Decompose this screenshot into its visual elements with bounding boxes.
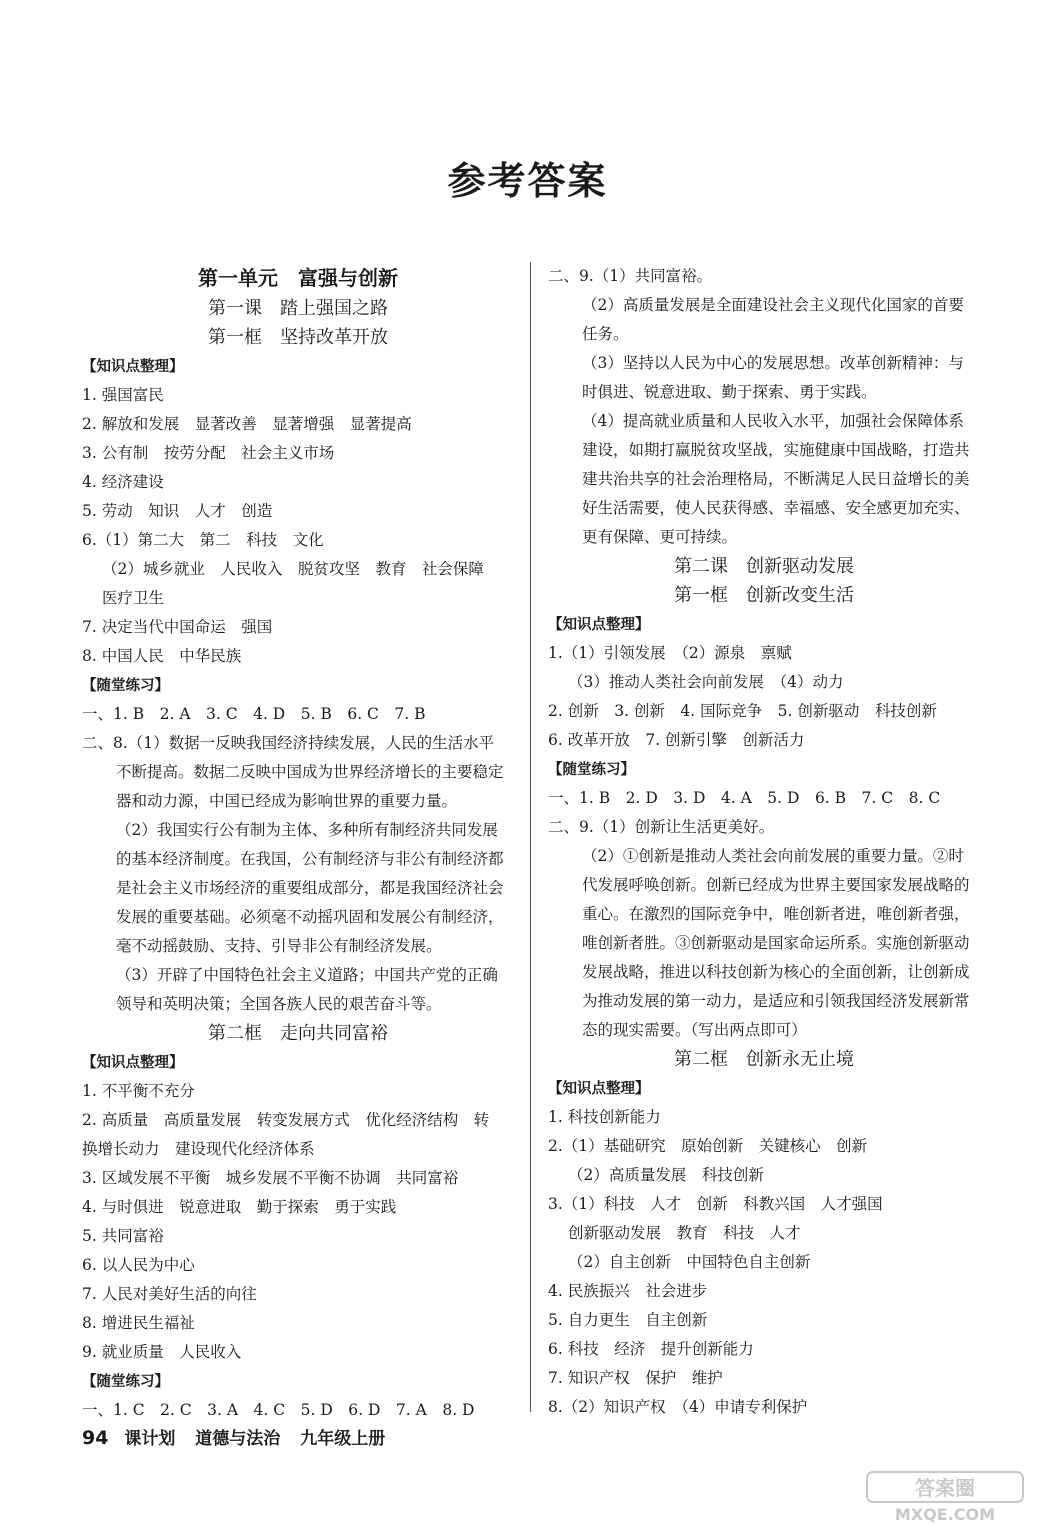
text-line: 医疗卫生 bbox=[102, 589, 165, 607]
text-line: 3. 公有制 按劳分配 社会主义市场 bbox=[82, 444, 335, 462]
text-line: 换增长动力 建设现代化经济体系 bbox=[82, 1140, 315, 1158]
text-line: 1. 科技创新能力 bbox=[548, 1108, 661, 1126]
svg-text:MXQE.COM: MXQE.COM bbox=[894, 1505, 996, 1524]
subsection-label: 【随堂练习】 bbox=[548, 761, 635, 778]
text-line: 7. 决定当代中国命运 强国 bbox=[82, 618, 273, 636]
text-line: 的基本经济制度。在我国，公有制经济与非公有制经济都 bbox=[116, 850, 504, 868]
text-line: 1. 强国富民 bbox=[82, 386, 164, 404]
text-line: 6. 以人民为中心 bbox=[82, 1256, 195, 1274]
lesson-heading: 第二课 创新驱动发展 bbox=[674, 556, 854, 577]
text-line: （2）自主创新 中国特色自主创新 bbox=[568, 1253, 811, 1271]
text-line: 二、9.（1）创新让生活更美好。 bbox=[548, 818, 775, 836]
text-line: 4. 经济建设 bbox=[82, 473, 164, 491]
text-line: 5. 自力更生 自主创新 bbox=[548, 1311, 708, 1329]
text-line: （3）坚持以人民为中心的发展思想。改革创新精神：与 bbox=[582, 354, 964, 372]
section-heading: 第一框 创新改变生活 bbox=[674, 585, 854, 606]
text-line: 建共治共享的社会治理格局，不断满足人民日益增长的美 bbox=[582, 470, 970, 488]
page-number: 94 bbox=[82, 1427, 109, 1449]
text-line: 毫不动摇鼓励、支持、引导非公有制经济发展。 bbox=[116, 937, 442, 955]
text-line: 重心。在激烈的国际竞争中，唯创新者进，唯创新者强， bbox=[582, 905, 970, 923]
subsection-label: 【知识点整理】 bbox=[548, 616, 650, 633]
subsection-label: 【随堂练习】 bbox=[82, 1373, 169, 1390]
text-line: （3）推动人类社会向前发展 （4）动力 bbox=[568, 673, 844, 691]
text-line: 好生活需要，使人民获得感、幸福感、安全感更加充实、 bbox=[582, 499, 970, 517]
unit-heading: 第一单元 富强与创新 bbox=[198, 266, 398, 290]
text-line: 一、1. B 2. A 3. C 4. D 5. B 6. C 7. B bbox=[82, 705, 426, 723]
text-line: 不断提高。数据二反映中国成为世界经济增长的主要稳定 bbox=[116, 763, 504, 781]
text-line: 代发展呼唤创新。创新已经成为世界主要国家发展战略的 bbox=[582, 876, 970, 894]
lesson-heading: 第一课 踏上强国之路 bbox=[208, 298, 388, 319]
column-divider bbox=[530, 262, 531, 1412]
text-line: 一、1. B 2. D 3. D 4. A 5. D 6. B 7. C 8. C bbox=[548, 789, 941, 807]
left-column bbox=[82, 262, 514, 1425]
text-line: 二、8.（1）数据一反映我国经济持续发展，人民的生活水平 bbox=[82, 734, 495, 752]
text-line: 一、1. C 2. C 3. A 4. C 5. D 6. D 7. A 8. D bbox=[82, 1401, 475, 1419]
text-line: 建设，如期打赢脱贫攻坚战，实施健康中国战略，打造共 bbox=[582, 441, 970, 459]
text-line: 是社会主义市场经济的重要组成部分，都是我国经济社会 bbox=[116, 879, 504, 897]
text-line: 器和动力源，中国已经成为影响世界的重要力量。 bbox=[116, 792, 458, 810]
page-footer bbox=[82, 1424, 399, 1449]
text-line: 2. 创新 3. 创新 4. 国际竞争 5. 创新驱动 科技创新 bbox=[548, 702, 937, 720]
text-line: 唯创新者胜。③创新驱动是国家命运所系。实施创新驱动 bbox=[582, 934, 970, 952]
text-line: 8. 增进民生福祉 bbox=[82, 1314, 195, 1332]
text-line: 7. 知识产权 保护 维护 bbox=[548, 1369, 723, 1387]
text-line: 4. 民族振兴 社会进步 bbox=[548, 1282, 708, 1300]
text-line: 5. 共同富裕 bbox=[82, 1227, 164, 1245]
text-line: 2. 高质量 高质量发展 转变发展方式 优化经济结构 转 bbox=[82, 1111, 490, 1129]
text-line: 发展战略，推进以科技创新为核心的全面创新，让创新成 bbox=[582, 963, 970, 981]
text-line: （2）高质量发展是全面建设社会主义现代化国家的首要 bbox=[582, 296, 964, 314]
text-line: 发展的重要基础。必须毫不动摇巩固和发展公有制经济， bbox=[116, 908, 504, 926]
text-line: （2）①创新是推动人类社会向前发展的重要力量。②时 bbox=[582, 847, 964, 865]
text-line: 任务。 bbox=[582, 325, 629, 343]
text-line: 3. 区域发展不平衡 城乡发展不平衡不协调 共同富裕 bbox=[82, 1169, 459, 1187]
text-line: 更有保障、更可持续。 bbox=[582, 528, 738, 546]
text-line: 7. 人民对美好生活的向往 bbox=[82, 1285, 257, 1303]
text-line: 6.（1）第二大 第二 科技 文化 bbox=[82, 531, 324, 549]
text-line: （2）城乡就业 人民收入 脱贫攻坚 教育 社会保障 bbox=[102, 560, 484, 578]
text-line: 2. 解放和发展 显著改善 显著增强 显著提高 bbox=[82, 415, 412, 433]
text-line: 6. 科技 经济 提升创新能力 bbox=[548, 1340, 754, 1358]
subsection-label: 【知识点整理】 bbox=[82, 1054, 184, 1071]
text-line: 1. 不平衡不充分 bbox=[82, 1082, 195, 1100]
text-line: 领导和英明决策；全国各族人民的艰苦奋斗等。 bbox=[116, 995, 442, 1013]
svg-text:答案圈: 答案圈 bbox=[915, 1476, 975, 1500]
right-column bbox=[548, 262, 980, 1422]
text-line: 3.（1）科技 人才 创新 科教兴国 人才强国 bbox=[548, 1195, 883, 1213]
subsection-label: 【随堂练习】 bbox=[82, 677, 169, 694]
section-heading: 第二框 走向共同富裕 bbox=[208, 1023, 388, 1044]
text-line: 5. 劳动 知识 人才 创造 bbox=[82, 502, 273, 520]
series-name: 课计划 bbox=[124, 1429, 176, 1449]
text-line: （3）开辟了中国特色社会主义道路；中国共产党的正确 bbox=[116, 966, 498, 984]
subsection-label: 【知识点整理】 bbox=[82, 358, 184, 375]
text-line: （2）我国实行公有制为主体、多种所有制经济共同发展 bbox=[116, 821, 498, 839]
text-line: 为推动发展的第一动力，是适应和引领我国经济发展新常 bbox=[582, 992, 970, 1010]
text-line: 态的现实需要。（写出两点即可） bbox=[582, 1021, 807, 1039]
watermark-logo bbox=[865, 1470, 1025, 1524]
text-line: 4. 与时俱进 锐意进取 勤于探索 勇于实践 bbox=[82, 1198, 397, 1216]
text-line: （4）提高就业质量和人民收入水平，加强社会保障体系 bbox=[582, 412, 964, 430]
text-line: 9. 就业质量 人民收入 bbox=[82, 1343, 242, 1361]
text-line: 二、9.（1）共同富裕。 bbox=[548, 267, 713, 285]
text-line: 8. 中国人民 中华民族 bbox=[82, 647, 242, 665]
text-line: （2）高质量发展 科技创新 bbox=[568, 1166, 764, 1184]
text-line: 时俱进、锐意进取、勤于探索、勇于实践。 bbox=[582, 383, 877, 401]
text-line: 1.（1）引领发展 （2）源泉 禀赋 bbox=[548, 644, 792, 662]
text-line: 6. 改革开放 7. 创新引擎 创新活力 bbox=[548, 731, 805, 749]
grade-name: 九年级上册 bbox=[300, 1429, 386, 1449]
page-title: 参考答案 bbox=[447, 158, 608, 203]
text-line: 2.（1）基础研究 原始创新 关键核心 创新 bbox=[548, 1137, 868, 1155]
section-heading: 第二框 创新永无止境 bbox=[674, 1049, 854, 1070]
subject-name: 道德与法治 bbox=[195, 1429, 281, 1449]
text-line: 创新驱动发展 教育 科技 人才 bbox=[568, 1224, 801, 1242]
section-heading: 第一框 坚持改革开放 bbox=[208, 327, 388, 348]
subsection-label: 【知识点整理】 bbox=[548, 1080, 650, 1097]
text-line: 8.（2）知识产权 （4）申请专利保护 bbox=[548, 1398, 808, 1416]
